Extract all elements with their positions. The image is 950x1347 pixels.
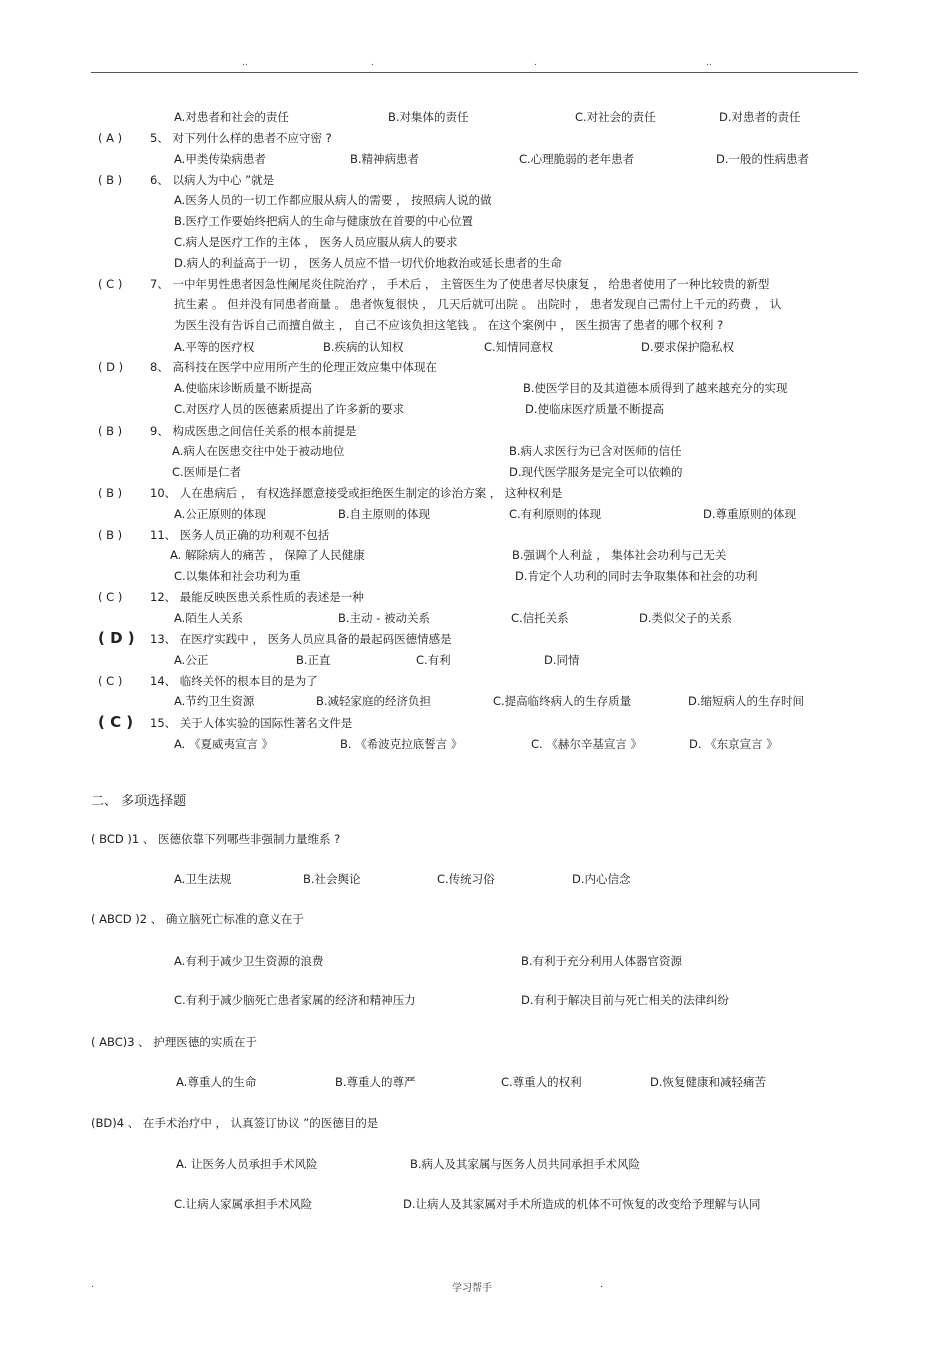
footer-left-dot: . — [91, 1279, 95, 1290]
multi-q3-stem: ( ABC)3 、 护理医德的实质在于 — [91, 1035, 257, 1049]
q12-option-a: A.陌生人关系 — [174, 611, 243, 625]
q14-option-d: D.缩短病人的生存时间 — [688, 694, 805, 708]
q15-option-b: B. 《希波克拉底誓言 》 — [340, 737, 463, 751]
q12-option-b: B.主动 - 被动关系 — [338, 611, 431, 625]
q13-stem: 13、 在医疗实践中 ， 医务人员应具备的最起码医德情感是 — [150, 632, 452, 646]
q11-option-c: C.以集体和社会功利为重 — [174, 569, 301, 583]
q13-option-a: A.公正 — [174, 653, 209, 667]
multi-q1-option-d: D.内心信念 — [572, 872, 631, 886]
q6-option-a: A.医务人员的一切工作都应服从病人的需要 ， 按照病人说的做 — [174, 193, 492, 207]
q4-option-a: A.对患者和社会的责任 — [174, 110, 289, 124]
header-rule — [91, 72, 858, 73]
q12-option-d: D.类似父子的关系 — [639, 611, 733, 625]
q6-answer: ( B ) — [98, 173, 123, 187]
multi-q3-option-b: B.尊重人的尊严 — [335, 1075, 416, 1089]
q11-option-d: D.肯定个人功利的同时去争取集体和社会的功利 — [515, 569, 758, 583]
multi-q1-option-b: B.社会舆论 — [303, 872, 361, 886]
q13-option-d: D.同情 — [544, 653, 580, 667]
q6-option-d: D.病人的利益高于一切 ， 医务人员应不惜一切代价地救治或延长患者的生命 — [174, 256, 562, 270]
q8-option-b: B.使医学目的及其道德本质得到了越来越充分的实现 — [523, 381, 788, 395]
q9-option-c: C.医师是仁者 — [172, 465, 242, 479]
q15-stem: 15、 关于人体实验的国际性著名文件是 — [150, 716, 353, 730]
q7-stem-line: 7、 一中年男性患者因急性阑尾炎住院治疗 ， 手术后 ， 主管医生为了使患者尽快康复 ， 给患者使用了一种比较贵的新型 — [150, 277, 770, 291]
q10-option-a: A.公正原则的体现 — [174, 507, 266, 521]
q15-option-d: D. 《东京宣言 》 — [689, 737, 778, 751]
q10-option-d: D.尊重原则的体现 — [703, 507, 797, 521]
q12-option-c: C.信托关系 — [511, 611, 569, 625]
q5-answer: ( A ) — [98, 131, 123, 145]
multi-q3-option-a: A.尊重人的生命 — [176, 1075, 257, 1089]
q5-option-b: B.精神病患者 — [350, 152, 420, 166]
multi-q1-option-c: C.传统习俗 — [437, 872, 495, 886]
q8-option-c: C.对医疗人员的医德素质提出了许多新的要求 — [174, 402, 405, 416]
q15-option-a: A. 《夏威夷宣言 》 — [174, 737, 274, 751]
q7-option-b: B.疾病的认知权 — [323, 340, 404, 354]
q12-stem: 12、 最能反映医患关系性质的表述是一种 — [150, 590, 364, 604]
q8-answer: ( D ) — [98, 360, 124, 374]
multi-q3-option-d: D.恢复健康和减轻痛苦 — [650, 1075, 767, 1089]
multi-q3-option-c: C.尊重人的权利 — [501, 1075, 582, 1089]
header-dot: .. — [706, 58, 712, 68]
multi-q4-option-b: B.病人及其家属与医务人员共同承担手术风险 — [410, 1157, 641, 1171]
multi-q4-option-c: C.让病人家属承担手术风险 — [174, 1197, 313, 1211]
q5-option-d: D.一般的性病患者 — [716, 152, 810, 166]
q10-option-c: C.有利原则的体现 — [509, 507, 602, 521]
header-dot: . — [371, 58, 374, 68]
q14-option-a: A.节约卫生资源 — [174, 694, 255, 708]
q6-option-b: B.医疗工作要始终把病人的生命与健康放在首要的中心位置 — [174, 214, 474, 228]
multi-q2-stem: ( ABCD )2 、 确立脑死亡标准的意义在于 — [91, 912, 304, 926]
q5-option-c: C.心理脆弱的老年患者 — [519, 152, 635, 166]
footer-right-dot: . — [600, 1279, 604, 1290]
multi-q2-option-d: D.有利于解决目前与死亡相关的法律纠纷 — [521, 993, 730, 1007]
multi-q1-option-a: A.卫生法规 — [174, 872, 232, 886]
q8-option-d: D.使临床医疗质量不断提高 — [525, 402, 665, 416]
section-title: 二、 多项选择题 — [91, 794, 187, 809]
q6-stem: 6、 以病人为中心 ”就是 — [150, 173, 275, 187]
q8-option-a: A.使临床诊断质量不断提高 — [174, 381, 312, 395]
q13-option-c: C.有利 — [416, 653, 451, 667]
multi-q2-option-b: B.有利于充分利用人体器官资源 — [521, 954, 683, 968]
q7-option-a: A.平等的医疗权 — [174, 340, 255, 354]
q11-option-a: A. 解除病人的痛苦 ， 保障了人民健康 — [170, 548, 365, 562]
q14-option-b: B.减轻家庭的经济负担 — [316, 694, 432, 708]
footer-label: 学习帮手 — [452, 1283, 492, 1294]
q4-option-b: B.对集体的责任 — [388, 110, 469, 124]
q4-option-d: D.对患者的责任 — [719, 110, 801, 124]
multi-q4-stem: (BD)4 、 在手术治疗中 ， 认真签订协议 ”的医德目的是 — [91, 1116, 379, 1130]
q5-stem: 5、 对下列什么样的患者不应守密 ? — [150, 131, 332, 145]
q15-option-c: C. 《赫尔辛基宣言 》 — [531, 737, 642, 751]
q14-option-c: C.提高临终病人的生存质量 — [493, 694, 632, 708]
header-dot: .. — [242, 58, 248, 68]
q7-stem-line: 为医生没有告诉自己而擅自做主 ， 自己不应该负担这笔钱 。 在这个案例中 ， 医生损害了患者的哪个权利 ? — [174, 318, 724, 332]
q7-answer: ( C ) — [98, 277, 123, 291]
q9-option-d: D.现代医学服务是完全可以依赖的 — [509, 465, 683, 479]
multi-q2-option-a: A.有利于减少卫生资源的浪费 — [174, 954, 324, 968]
q7-option-d: D.要求保护隐私权 — [641, 340, 735, 354]
q5-option-a: A.甲类传染病患者 — [174, 152, 266, 166]
q9-option-b: B.病人求医行为已含对医师的信任 — [509, 444, 682, 458]
q13-option-b: B.正直 — [296, 653, 331, 667]
multi-q1-stem: ( BCD )1 、 医德依靠下列哪些非强制力量维系 ? — [91, 832, 341, 846]
q8-stem: 8、 高科技在医学中应用所产生的伦理正效应集中体现在 — [150, 360, 437, 374]
q15-answer: ( C ) — [98, 713, 134, 731]
q9-option-a: A.病人在医患交往中处于被动地位 — [172, 444, 345, 458]
q11-option-b: B.强调个人利益 ， 集体社会功利与己无关 — [512, 548, 727, 562]
q11-answer: ( B ) — [98, 528, 123, 542]
multi-q2-option-c: C.有利于减少脑死亡患者家属的经济和精神压力 — [174, 993, 416, 1007]
q11-stem: 11、 医务人员正确的功利观不包括 — [150, 528, 330, 542]
q14-answer: ( C ) — [98, 674, 123, 688]
q7-option-c: C.知情同意权 — [484, 340, 554, 354]
q9-answer: ( B ) — [98, 424, 123, 438]
q12-answer: ( C ) — [98, 590, 123, 604]
q6-option-c: C.病人是医疗工作的主体 ， 医务人员应服从病人的要求 — [174, 235, 458, 249]
q10-answer: ( B ) — [98, 486, 123, 500]
header-dot: . — [534, 58, 537, 68]
q14-stem: 14、 临终关怀的根本目的是为了 — [150, 674, 318, 688]
q9-stem: 9、 构成医患之间信任关系的根本前提是 — [150, 424, 357, 438]
multi-q4-option-a: A. 让医务人员承担手术风险 — [176, 1157, 318, 1171]
q13-answer: ( D ) — [98, 629, 135, 647]
q4-option-c: C.对社会的责任 — [575, 110, 656, 124]
q10-stem: 10、 人在患病后 ， 有权选择愿意接受或拒绝医生制定的诊治方案 ， 这种权利是 — [150, 486, 563, 500]
q10-option-b: B.自主原则的体现 — [338, 507, 431, 521]
q7-stem-line: 抗生素 。 但并没有同患者商量 。 患者恢复很快 ， 几天后就可出院 。 出院时 ， 患者发现自己需付上千元的药费 ， 认 — [174, 297, 782, 311]
multi-q4-option-d: D.让病人及其家属对手术所造成的机体不可恢复的改变给予理解与认同 — [403, 1197, 761, 1211]
